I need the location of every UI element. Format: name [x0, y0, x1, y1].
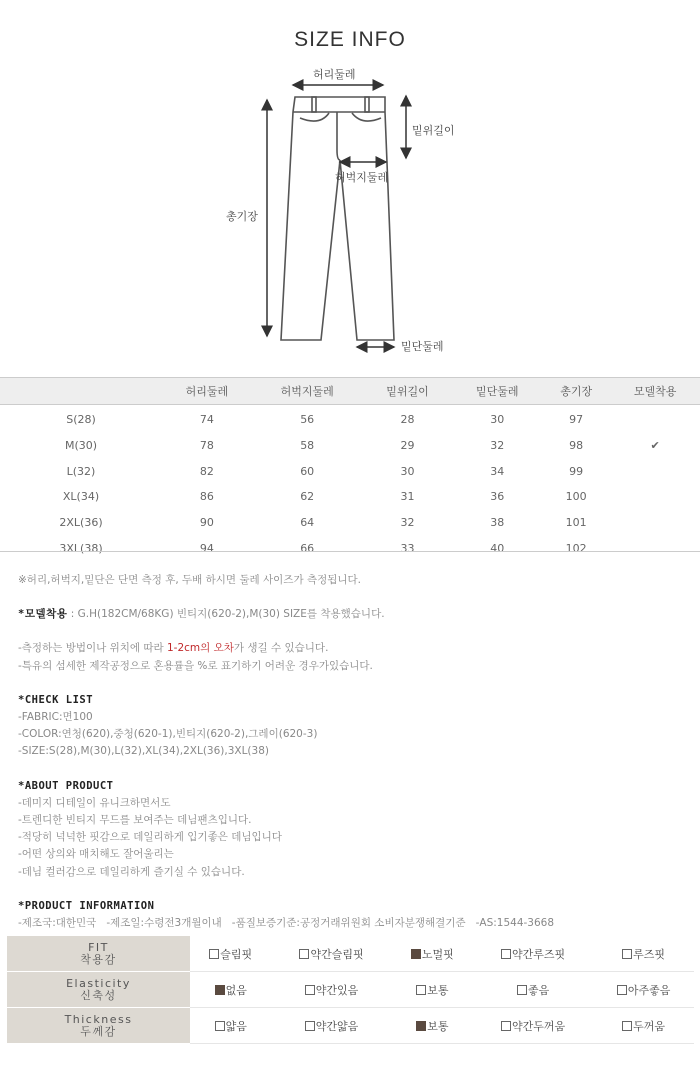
size-table [0, 377, 700, 566]
list-item: -트렌디한 빈티지 무드를 보여주는 데님팬츠입니다. [18, 814, 252, 827]
thickness-option [473, 1008, 593, 1044]
size-table-header [0, 378, 700, 405]
product-information-text: -제조국:대한민국 -제조일:수령전3개월이내 -품질보증기준:공정거래위원회 소비자분쟁해결기준 -AS:1544-3668 [18, 917, 555, 930]
checkbox-checked-icon [416, 1021, 426, 1031]
blend-note: -특유의 섬세한 제작공정으로 혼용률을 %로 표기하기 어려운 경우가있습니다. [18, 659, 373, 672]
checkbox-icon [305, 1021, 315, 1031]
model-check-icon [610, 484, 700, 510]
elasticity-option [473, 972, 593, 1008]
option-label: 얇음 [225, 1019, 247, 1033]
list-item: -데님 컬러감으로 데일리하게 즐기실 수 있습니다. [18, 865, 245, 878]
fit-label-en: FIT [88, 940, 109, 954]
table-row [0, 433, 700, 459]
waist-cell: 82 [199, 464, 214, 478]
checkbox-icon [617, 985, 627, 995]
elasticity-label-en: Elasticity [66, 976, 131, 990]
rise-cell: 33 [400, 541, 415, 555]
elasticity-option [593, 972, 694, 1008]
length-cell: 100 [565, 490, 587, 504]
table-row [0, 510, 700, 536]
fit-label-ko: 착용감 [80, 952, 117, 966]
option-label: 없음 [225, 983, 247, 997]
option-label: 보통 [427, 983, 449, 997]
model-title: *모델착용 [18, 608, 68, 621]
header-size [0, 378, 162, 405]
thigh-cell: 62 [300, 490, 315, 504]
hem-cell: 38 [490, 516, 505, 530]
model-check-icon: ✔ [650, 439, 660, 453]
rise-cell: 31 [400, 490, 415, 504]
length-cell: 102 [565, 541, 587, 555]
header-hem: 밑단둘레 [452, 378, 542, 405]
fit-table [7, 936, 694, 1044]
size-cell: XL(34) [62, 490, 100, 504]
rise-cell: 28 [400, 413, 415, 427]
checkbox-checked-icon [411, 949, 421, 959]
thigh-cell: 58 [300, 439, 315, 453]
list-item: -적당히 넉넉한 핏감으로 데일리하게 입기좋은 데님입니다 [18, 831, 282, 844]
length-cell: 98 [569, 439, 584, 453]
product-notes [18, 572, 688, 932]
size-cell: S(28) [66, 413, 96, 427]
checkbox-icon [501, 1021, 511, 1031]
option-label: 약간두꺼움 [512, 1019, 566, 1033]
hem-cell: 36 [490, 490, 505, 504]
option-label: 좋음 [527, 983, 550, 997]
header-rise: 밑위길이 [363, 378, 453, 405]
elasticity-label [7, 972, 190, 1008]
elasticity-option [190, 972, 272, 1008]
thickness-row [7, 1008, 694, 1044]
hem-cell: 30 [490, 413, 505, 427]
checkbox-icon [622, 1021, 632, 1031]
size-cell: L(32) [66, 464, 96, 478]
checkbox-icon [501, 949, 511, 959]
option-label: 두꺼움 [633, 1019, 666, 1033]
model-check-icon [610, 405, 700, 433]
thigh-cell: 60 [300, 464, 315, 478]
checkbox-icon [416, 985, 426, 995]
thigh-cell: 66 [300, 541, 315, 555]
waist-label: 허리둘레 [313, 68, 356, 81]
waist-cell: 90 [199, 516, 214, 530]
hem-label: 밑단둘레 [401, 340, 444, 353]
header-length: 총기장 [542, 378, 610, 405]
checkbox-icon [517, 985, 527, 995]
thickness-option [272, 1008, 392, 1044]
rise-cell: 32 [400, 516, 415, 530]
elasticity-label-ko: 신축성 [80, 988, 117, 1002]
hem-cell: 34 [490, 464, 505, 478]
pants-diagram [0, 0, 700, 370]
rise-label: 밑위길이 [412, 124, 455, 137]
model-text: : G.H(182CM/68KG) 빈티지(620-2),M(30) SIZE를 착용했습니다. [67, 608, 385, 621]
list-item: -COLOR:연청(620),중청(620-1),빈티지(620-2),그레이(620-3) [18, 728, 318, 741]
waist-cell: 86 [199, 490, 214, 504]
hem-cell: 40 [490, 541, 505, 555]
hem-cell: 32 [490, 439, 505, 453]
model-note [18, 606, 688, 623]
error-post: 가 생길 수 있습니다. [233, 642, 329, 655]
product-information-title: *PRODUCT INFORMATION [18, 899, 155, 912]
elasticity-option [392, 972, 474, 1008]
error-pre: -측정하는 방법이나 위치에 따라 [18, 642, 167, 655]
header-thigh: 허벅지둘레 [252, 378, 363, 405]
fit-option [272, 936, 392, 972]
option-label: 루즈핏 [633, 947, 666, 961]
fit-option [473, 936, 593, 972]
size-cell: M(30) [64, 439, 98, 453]
rise-cell: 29 [400, 439, 415, 453]
fit-label [7, 936, 190, 972]
list-item: -SIZE:S(28),M(30),L(32),XL(34),2XL(36),3XL(38) [18, 745, 269, 758]
thigh-cell: 64 [300, 516, 315, 530]
rise-cell: 30 [400, 464, 415, 478]
option-label: 약간슬림핏 [310, 947, 364, 961]
option-label: 보통 [427, 1019, 449, 1033]
list-item: -데미지 디테일이 유니크하면서도 [18, 796, 171, 809]
checkbox-checked-icon [215, 985, 225, 995]
thickness-label-en: Thickness [64, 1012, 133, 1026]
measure-note: ※허리,허벅지,밑단은 단면 측정 후, 두배 하시면 둘레 사이즈가 측정됩니다. [18, 574, 361, 586]
header-model: 모델착용 [610, 378, 700, 405]
table-row [0, 484, 700, 510]
checkbox-icon [622, 949, 632, 959]
checkbox-icon [209, 949, 219, 959]
list-item: -FABRIC:면100 [18, 711, 93, 724]
size-cell: 3XL(38) [59, 541, 103, 555]
fit-option [190, 936, 272, 972]
fit-option [392, 936, 474, 972]
option-label: 노멀핏 [421, 947, 454, 961]
checkbox-icon [305, 985, 315, 995]
page-title: SIZE INFO [294, 28, 406, 51]
checkbox-icon [299, 949, 309, 959]
option-label: 아주좋음 [627, 983, 671, 997]
thickness-option [392, 1008, 474, 1044]
waist-cell: 78 [199, 439, 214, 453]
model-check-icon [610, 458, 700, 484]
error-highlight: 1-2cm의 오차 [167, 642, 234, 655]
thickness-option [190, 1008, 272, 1044]
header-waist: 허리둘레 [162, 378, 252, 405]
thickness-option [593, 1008, 694, 1044]
length-cell: 99 [569, 464, 584, 478]
checkbox-icon [215, 1021, 225, 1031]
elasticity-option [272, 972, 392, 1008]
length-label: 총기장 [226, 210, 258, 223]
table-row [0, 405, 700, 433]
error-note [18, 640, 688, 657]
thigh-label: 허벅지둘레 [335, 171, 389, 184]
thickness-label-ko: 두께감 [80, 1024, 117, 1038]
list-item: -어떤 상의와 매치해도 잘어울리는 [18, 848, 174, 861]
table-row [0, 458, 700, 484]
length-cell: 101 [565, 516, 587, 530]
option-label: 약간얇음 [315, 1019, 359, 1033]
option-label: 약간루즈핏 [512, 947, 566, 961]
size-cell: 2XL(36) [59, 516, 103, 530]
about-product-title: *ABOUT PRODUCT [18, 779, 114, 792]
length-cell: 97 [569, 413, 584, 427]
check-list-title: *CHECK LIST [18, 693, 94, 706]
fit-option [593, 936, 694, 972]
fit-row [7, 936, 694, 972]
waist-cell: 74 [199, 413, 214, 427]
elasticity-row [7, 972, 694, 1008]
divider [0, 551, 700, 552]
option-label: 약간있음 [315, 983, 359, 997]
thigh-cell: 56 [300, 413, 315, 427]
model-check-icon [610, 510, 700, 536]
option-label: 슬림핏 [220, 947, 253, 961]
thickness-label [7, 1008, 190, 1044]
waist-cell: 94 [199, 541, 214, 555]
